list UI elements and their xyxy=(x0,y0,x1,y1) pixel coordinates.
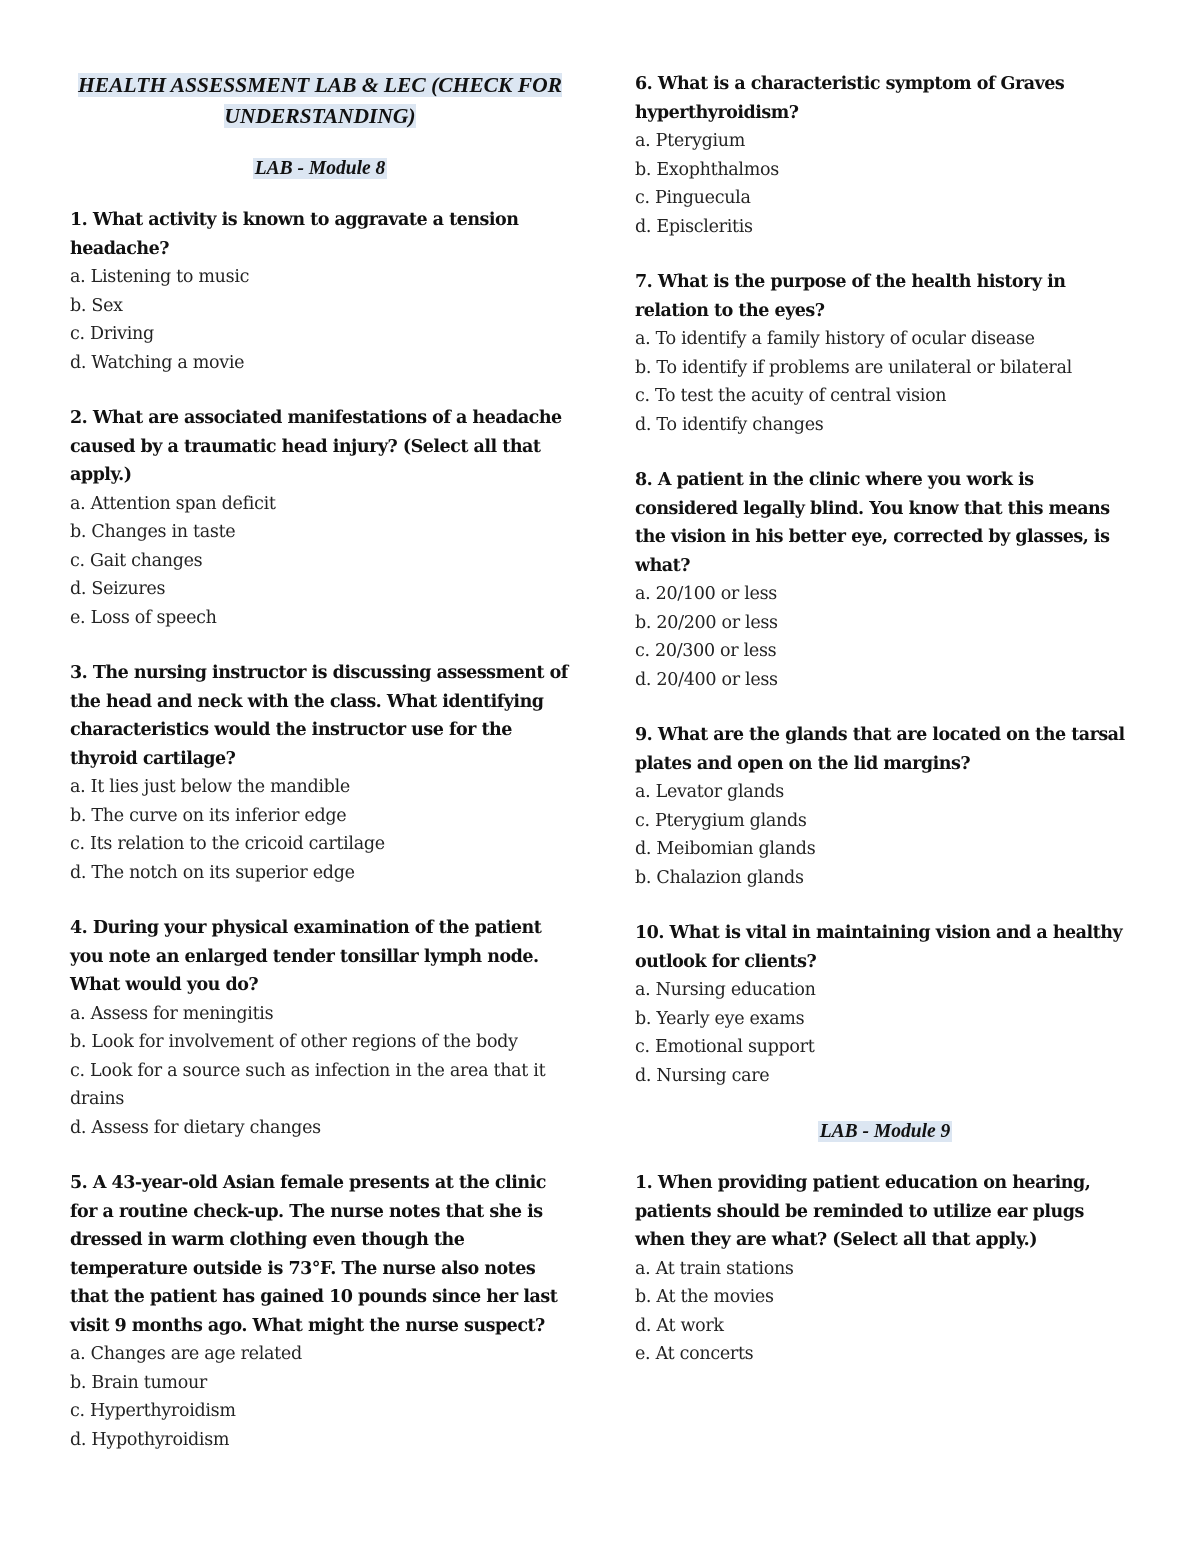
answer-option: b. Brain tumour xyxy=(70,1372,207,1393)
answer-option: a. It lies just below the mandible xyxy=(70,777,350,797)
answer-option: d. Meibomian glands xyxy=(635,839,816,859)
answer-option: b. Chalazion glands xyxy=(635,867,804,888)
answer-option: c. To test the acuity of central vision xyxy=(635,386,947,406)
question-block xyxy=(635,1169,1135,1369)
answer-option: a. Pterygium xyxy=(635,131,746,151)
answer-option: b. Yearly eye exams xyxy=(635,1008,805,1029)
answer-option: c. Hyperthyroidism xyxy=(70,1401,236,1421)
answer-option: d. Nursing care xyxy=(635,1065,770,1086)
answer-option: c. Pterygium glands xyxy=(635,810,807,831)
question-text: 7. What is the purpose of the health history in relation to the eyes? xyxy=(635,272,1066,321)
document-title: HEALTH ASSESSMENT LAB & LEC (CHECK FOR UNDERSTANDING) xyxy=(78,73,562,128)
question-block xyxy=(635,70,1135,241)
question-text: 1. When providing patient education on hearing, patients should be reminded to utilize ear plugs when they are what? (Select all that apply.) xyxy=(635,1173,1091,1250)
answer-option: d. Seizures xyxy=(70,579,166,599)
answer-option: c. 20/300 or less xyxy=(635,641,777,661)
question-text: 5. A 43-year-old Asian female presents at the clinic for a routine check-up. The nurse notes that she is dressed in warm clothing even though the temperature outside is 73°F. The nurse also notes that the patient has gained 10 pounds since her last visit 9 months ago. What might the nurse suspect? xyxy=(70,1173,558,1336)
question-text: 4. During your physical examination of the patient you note an enlarged tender tonsillar lymph node. What would you do? xyxy=(70,918,542,995)
answer-option: b. To identify if problems are unilateral or bilateral xyxy=(635,357,1072,378)
module-8-heading-wrap xyxy=(70,154,570,184)
answer-option: c. Driving xyxy=(70,324,154,344)
question-block xyxy=(635,466,1135,694)
answer-option: a. Changes are age related xyxy=(70,1344,302,1364)
answer-option: a. Levator glands xyxy=(635,782,784,802)
answer-option: d. Episcleritis xyxy=(635,216,753,237)
question-text: 3. The nursing instructor is discussing assessment of the head and neck with the class. What identifying characteristics would the instructor use for the thyroid cartilage? xyxy=(70,663,568,769)
question-block xyxy=(70,1169,570,1454)
answer-option: b. Exophthalmos xyxy=(635,159,779,180)
right-column xyxy=(635,70,1135,1396)
question-text: 10. What is vital in maintaining vision and a healthy outlook for clients? xyxy=(635,923,1123,972)
answer-option: d. To identify changes xyxy=(635,414,824,435)
answer-option: a. 20/100 or less xyxy=(635,584,777,604)
answer-option: b. Changes in taste xyxy=(70,522,236,542)
answer-option: a. Nursing education xyxy=(635,980,816,1000)
module-8-heading: LAB - Module 8 xyxy=(254,158,386,179)
answer-option: a. Assess for meningitis xyxy=(70,1003,274,1024)
question-block xyxy=(635,721,1135,892)
module-9-heading: LAB - Module 9 xyxy=(819,1121,951,1142)
answer-option: b. Sex xyxy=(70,295,123,316)
answer-option: c. Pinguecula xyxy=(635,188,751,208)
module-9-heading-wrap xyxy=(635,1117,1135,1147)
answer-option: d. The notch on its superior edge xyxy=(70,862,355,883)
answer-option: c. Emotional support xyxy=(635,1037,815,1057)
answer-option: a. Attention span deficit xyxy=(70,493,276,514)
question-block xyxy=(635,919,1135,1090)
question-text: 9. What are the glands that are located on the tarsal plates and open on the lid margins? xyxy=(635,725,1125,774)
answer-option: a. Listening to music xyxy=(70,267,250,287)
question-text: 2. What are associated manifestations of a headache caused by a traumatic head injury? (Select all that apply.) xyxy=(70,408,562,485)
title-block xyxy=(70,70,570,132)
question-block xyxy=(635,268,1135,439)
answer-option: b. Look for involvement of other regions of the body xyxy=(70,1032,518,1052)
question-block xyxy=(70,404,570,632)
question-text: 1. What activity is known to aggravate a tension headache? xyxy=(70,210,519,259)
question-text: 8. A patient in the clinic where you work is considered legally blind. You know that this means the vision in his better eye, corrected by glasses, is what? xyxy=(635,470,1110,576)
answer-option: d. Watching a movie xyxy=(70,352,245,373)
answer-option: d. Assess for dietary changes xyxy=(70,1117,321,1138)
answer-option: e. At concerts xyxy=(635,1344,754,1364)
question-block xyxy=(70,659,570,887)
answer-option: b. 20/200 or less xyxy=(635,612,778,633)
answer-option: d. 20/400 or less xyxy=(635,669,778,690)
question-text: 6. What is a characteristic symptom of Graves hyperthyroidism? xyxy=(635,74,1065,123)
answer-option: e. Loss of speech xyxy=(70,607,217,628)
answer-option: d. Hypothyroidism xyxy=(70,1429,230,1450)
left-column xyxy=(70,70,570,1481)
answer-option: a. To identify a family history of ocular disease xyxy=(635,329,1035,349)
answer-option: d. At work xyxy=(635,1315,724,1336)
question-block xyxy=(70,206,570,377)
answer-option: b. At the movies xyxy=(635,1287,774,1307)
answer-option: b. The curve on its inferior edge xyxy=(70,805,347,826)
answer-option: c. Look for a source such as infection in the area that it drains xyxy=(70,1060,546,1109)
answer-option: a. At train stations xyxy=(635,1258,794,1279)
answer-option: c. Its relation to the cricoid cartilage xyxy=(70,834,385,854)
question-block xyxy=(70,914,570,1142)
answer-option: c. Gait changes xyxy=(70,550,203,571)
